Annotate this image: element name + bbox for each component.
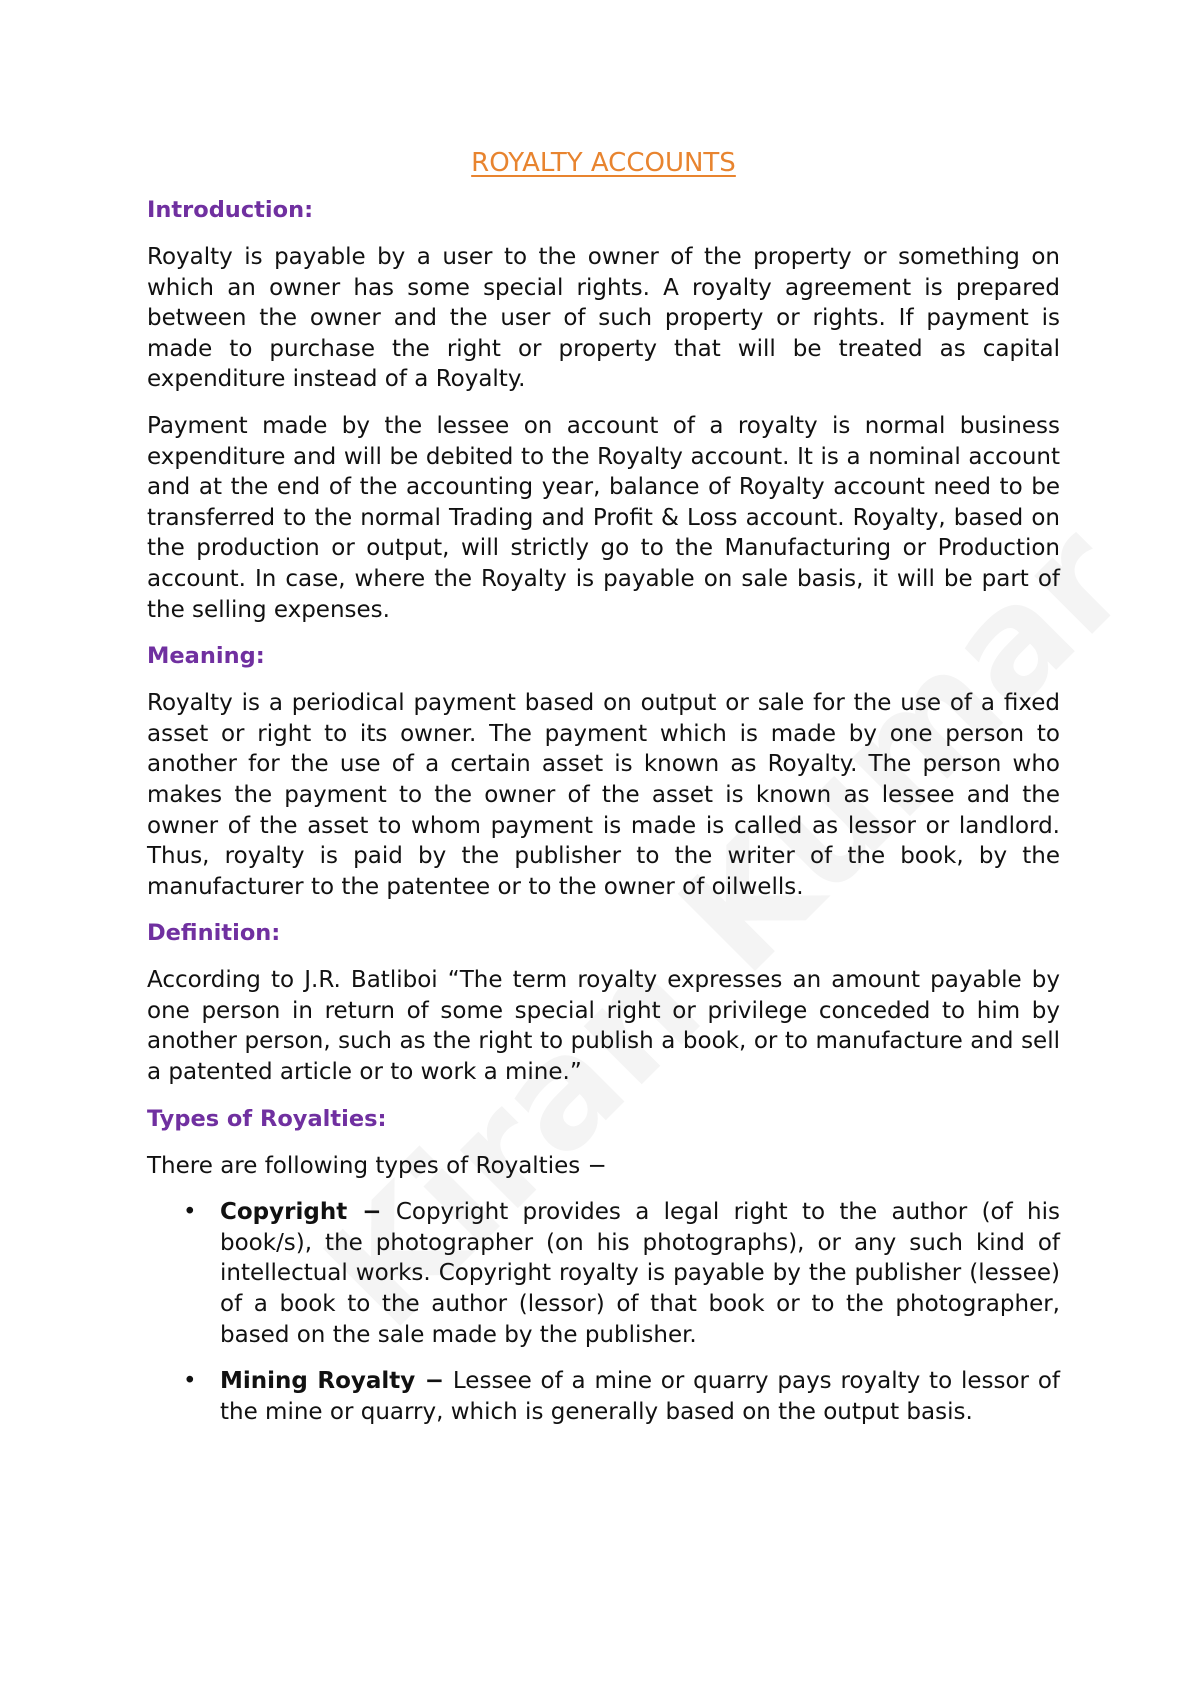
bullet-icon: • <box>183 1368 197 1395</box>
list-item-mining-royalty <box>147 1366 1060 1427</box>
copyright-description: Copyright provides a legal right to the author (of his book/s), the photographer (on his photographs), or any such kind of intellectual works. Copyright royalty is payable by the publisher (lessee) of a book to the author (lessor) of that book or to the photographer, based on the sale made by the publisher. <box>220 1199 1060 1348</box>
types-intro: There are following types of Royalties − <box>147 1152 607 1179</box>
bullet-icon: • <box>183 1199 197 1226</box>
list-item-copyright <box>147 1197 1060 1350</box>
document-body <box>147 195 1060 1443</box>
introduction-paragraph-1: Royalty is payable by a user to the owner of the property or something on which an owner has some special rights. A royalty agreement is prepared between the owner and the user of such property or rights. If payment is made to purchase the right or property that will be treated as capital expenditure instead of a Royalty. <box>147 244 1060 393</box>
heading-introduction: Introduction: <box>147 197 314 223</box>
meaning-paragraph: Royalty is a periodical payment based on output or sale for the use of a fixed asset or right to its owner. The payment which is made by one person to another for the use of a certain asset is known as Royalty. The person who makes the payment to the owner of the asset is known as lessee and the owner of the asset to whom payment is made is called as lessor or landlord. Thus, royalty is paid by the publisher to the writer of the book, by the manufacturer to the patentee or to the owner of oilwells. <box>147 690 1060 900</box>
term-mining-royalty: Mining Royalty − <box>220 1368 445 1395</box>
heading-types: Types of Royalties: <box>147 1105 387 1132</box>
mining-royalty-description: Lessee of a mine or quarry pays royalty to lessor of the mine or quarry, which is generally based on the output basis. <box>220 1368 1060 1425</box>
types-list <box>147 1197 1060 1427</box>
introduction-paragraph-2: Payment made by the lessee on account of a royalty is normal business expenditure and will be debited to the Royalty account. It is a nominal account and at the end of the accounting year, balance of Royalty account need to be transferred to the normal Trading and Profit & Loss account. Royalty, based on the production or output, will strictly go to the Manufacturing or Production account. In case, where the Royalty is payable on sale basis, it will be part of the selling expenses. <box>147 412 1060 623</box>
heading-definition: Definition: <box>147 920 281 947</box>
term-copyright: Copyright − <box>220 1199 382 1226</box>
heading-meaning: Meaning: <box>147 643 265 670</box>
definition-paragraph: According to J.R. Batliboi “The term royalty expresses an amount payable by one person in return of some special right or privilege conceded to him by another person, such as the right to publish a book, or to manufacture and sell a patented article or to work a mine.” <box>147 967 1060 1086</box>
page-title: ROYALTY ACCOUNTS <box>471 148 736 178</box>
